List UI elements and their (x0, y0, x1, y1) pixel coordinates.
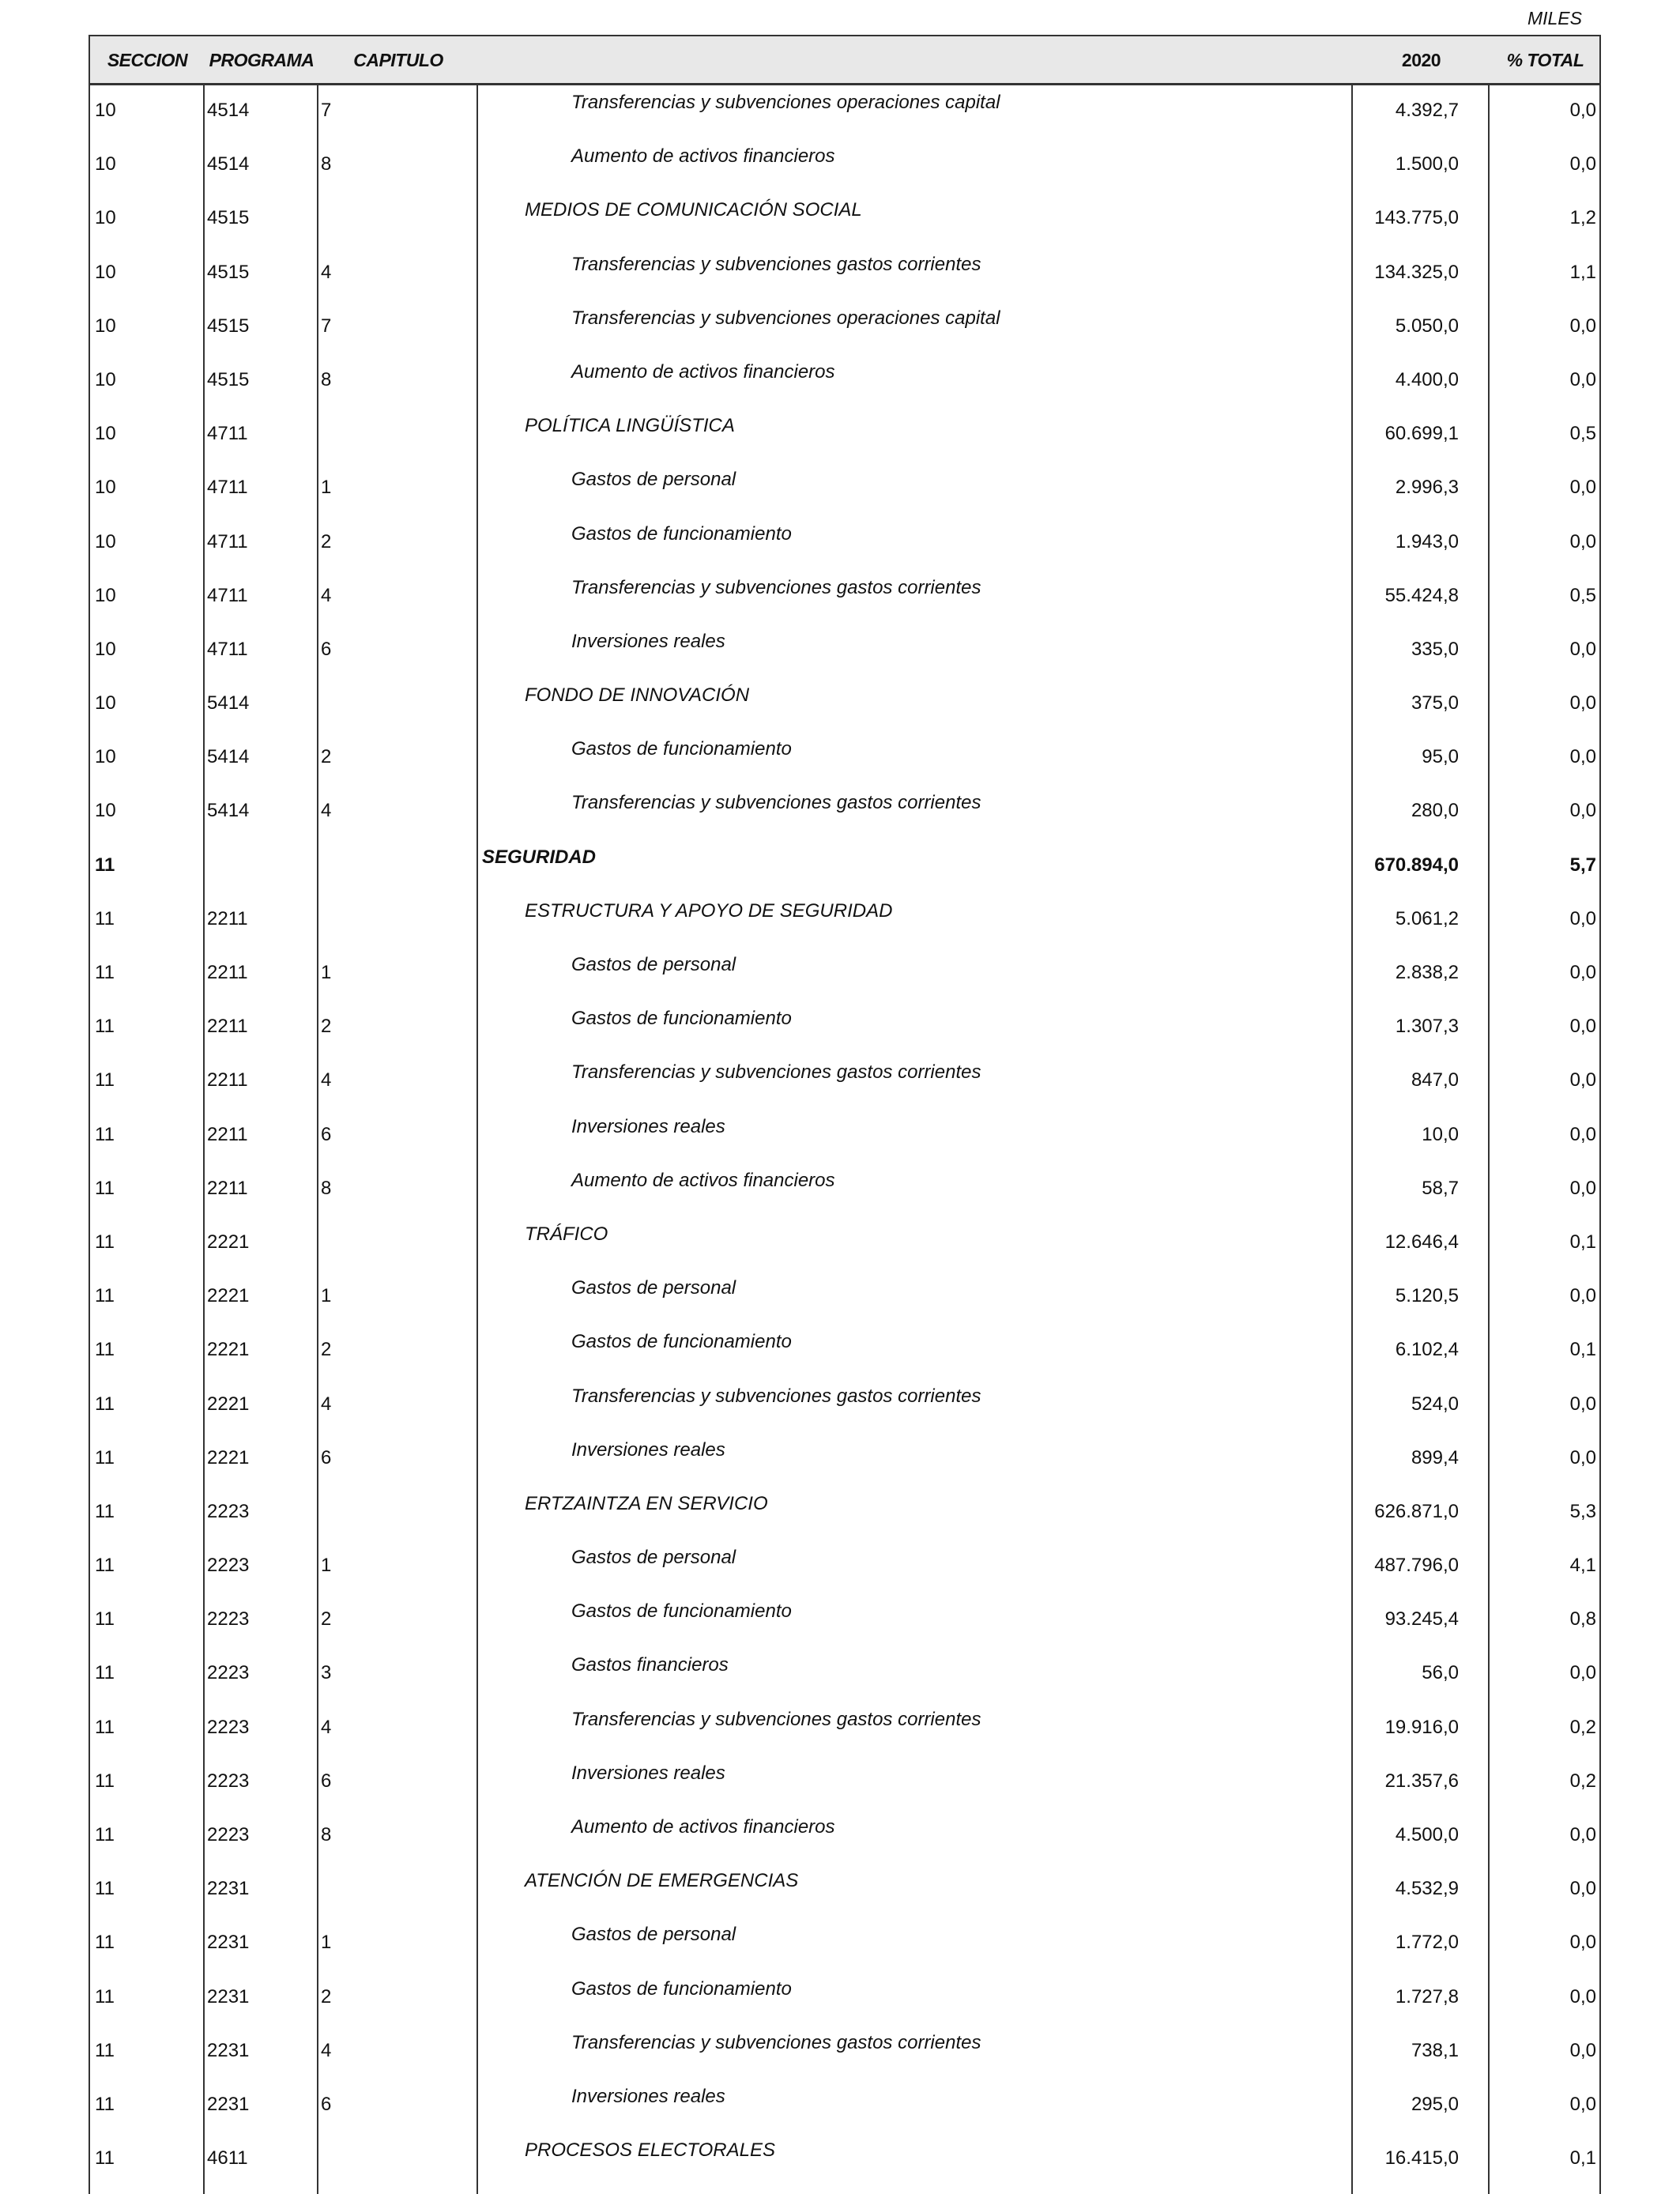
table-row (89, 1540, 1601, 1594)
capitulo-cell: 6 (321, 1123, 332, 1145)
programa-cell: 2231 (207, 1932, 250, 1954)
table-row (89, 409, 1601, 462)
seccion-cell: 11 (95, 854, 115, 876)
pct-total-cell: 0,0 (1569, 100, 1596, 121)
value-2020-cell: 55.424,8 (1384, 584, 1459, 606)
table-row (89, 247, 1601, 301)
description-cell: TRÁFICO (525, 1223, 608, 1245)
pct-total-cell: 0,0 (1569, 1985, 1596, 2007)
table-row (89, 2133, 1601, 2187)
capitulo-cell: 6 (321, 1446, 332, 1468)
capitulo-cell: 1 (321, 962, 332, 983)
value-2020-cell: 738,1 (1411, 2039, 1459, 2061)
description-cell: ATENCIÓN DE EMERGENCIAS (525, 1870, 799, 1892)
value-2020-cell: 1.943,0 (1395, 530, 1459, 552)
value-2020-cell: 6.102,4 (1395, 1339, 1459, 1361)
capitulo-cell: 1 (321, 1932, 332, 1954)
seccion-cell: 10 (95, 153, 116, 175)
programa-cell: 4711 (207, 584, 248, 606)
capitulo-cell: 6 (321, 1770, 332, 1792)
description-cell: Inversiones reales (571, 1762, 725, 1784)
programa-cell: 5414 (207, 692, 250, 714)
pct-total-cell: 0,0 (1569, 2093, 1596, 2115)
table-row (89, 678, 1601, 732)
programa-cell: 2211 (207, 1177, 248, 1199)
table-header (89, 35, 1601, 85)
pct-total-cell: 0,0 (1569, 1016, 1596, 1038)
value-2020-cell: 21.357,6 (1384, 1770, 1459, 1792)
pct-total-cell: 0,0 (1569, 1285, 1596, 1307)
capitulo-cell: 4 (321, 800, 332, 822)
programa-cell: 4515 (207, 368, 250, 390)
seccion-cell: 11 (95, 1177, 115, 1199)
pct-total-cell: 0,0 (1569, 1069, 1596, 1091)
description-cell: PROCESOS ELECTORALES (525, 2139, 775, 2162)
capitulo-cell: 4 (321, 584, 332, 606)
description-cell: Aumento de activos financieros (571, 360, 835, 383)
seccion-cell: 10 (95, 692, 116, 714)
programa-cell: 2221 (207, 1285, 250, 1307)
pct-total-cell: 0,0 (1569, 1662, 1596, 1684)
pct-total-cell: 0,5 (1569, 423, 1596, 445)
table-row (89, 462, 1601, 516)
pct-total-cell: 0,0 (1569, 530, 1596, 552)
programa-cell: 4711 (207, 530, 248, 552)
value-2020-cell: 1.500,0 (1395, 153, 1459, 175)
seccion-cell: 10 (95, 477, 116, 499)
capitulo-cell: 7 (321, 100, 332, 121)
seccion-cell: 11 (95, 1716, 115, 1738)
value-2020-cell: 12.646,4 (1384, 1231, 1459, 1253)
pct-total-cell: 0,0 (1569, 907, 1596, 929)
capitulo-cell: 4 (321, 1069, 332, 1091)
programa-cell: 2211 (207, 962, 248, 983)
programa-cell: 2231 (207, 2093, 250, 2115)
pct-total-cell: 0,2 (1569, 1716, 1596, 1738)
programa-cell: 2211 (207, 1016, 248, 1038)
header-capitulo: CAPITULO (353, 50, 443, 70)
header-seccion: SECCION (107, 50, 188, 70)
description-cell: Gastos de personal (571, 1547, 736, 1569)
table-row (89, 1594, 1601, 1648)
table-row (89, 301, 1601, 355)
capitulo-cell: 1 (321, 1555, 332, 1577)
capitulo-cell: 4 (321, 1716, 332, 1738)
table-row (89, 1110, 1601, 1163)
value-2020-cell: 670.894,0 (1374, 854, 1459, 876)
table-row (89, 786, 1601, 839)
programa-cell: 4515 (207, 315, 250, 337)
seccion-cell: 11 (95, 1446, 115, 1468)
capitulo-cell: 4 (321, 2039, 332, 2061)
seccion-cell: 11 (95, 1662, 115, 1684)
table-body (89, 85, 1601, 2187)
pct-total-cell: 1,1 (1569, 261, 1596, 283)
table-row (89, 571, 1601, 624)
description-cell: FONDO DE INNOVACIÓN (525, 684, 750, 707)
capitulo-cell: 4 (321, 261, 332, 283)
capitulo-cell: 8 (321, 153, 332, 175)
table-row (89, 732, 1601, 786)
programa-cell: 2221 (207, 1446, 250, 1468)
value-2020-cell: 19.916,0 (1384, 1716, 1459, 1738)
pct-total-cell: 0,0 (1569, 1932, 1596, 1954)
header-description (478, 36, 1353, 85)
seccion-cell: 11 (95, 2147, 115, 2169)
table-row (89, 1217, 1601, 1271)
table-row (89, 1702, 1601, 1756)
description-cell: Gastos financieros (571, 1654, 729, 1676)
seccion-cell: 10 (95, 315, 116, 337)
table-row (89, 1055, 1601, 1109)
seccion-cell: 11 (95, 1824, 115, 1845)
capitulo-cell: 3 (321, 1662, 332, 1684)
value-2020-cell: 5.061,2 (1395, 907, 1459, 929)
value-2020-cell: 1.727,8 (1395, 1985, 1459, 2007)
pct-total-cell: 0,0 (1569, 1177, 1596, 1199)
table-row (89, 1864, 1601, 1917)
seccion-cell: 10 (95, 423, 116, 445)
pct-total-cell: 0,1 (1569, 1231, 1596, 1253)
pct-total-cell: 0,0 (1569, 800, 1596, 822)
seccion-cell: 10 (95, 530, 116, 552)
description-cell: ERTZAINTZA EN SERVICIO (525, 1492, 768, 1514)
seccion-cell: 10 (95, 746, 116, 768)
pct-total-cell: 0,0 (1569, 153, 1596, 175)
seccion-cell: 11 (95, 1770, 115, 1792)
table-row (89, 1917, 1601, 1971)
capitulo-cell: 1 (321, 477, 332, 499)
seccion-cell: 11 (95, 1285, 115, 1307)
programa-cell: 2223 (207, 1555, 250, 1577)
capitulo-cell: 2 (321, 746, 332, 768)
description-cell: Inversiones reales (571, 2085, 725, 2107)
header-pct-total: % TOTAL (1506, 50, 1584, 70)
value-2020-cell: 626.871,0 (1374, 1500, 1459, 1522)
capitulo-cell: 6 (321, 2093, 332, 2115)
value-2020-cell: 847,0 (1411, 1069, 1459, 1091)
table-row (89, 193, 1601, 247)
description-cell: Inversiones reales (571, 1115, 725, 1137)
capitulo-cell: 8 (321, 1824, 332, 1845)
description-cell: Transferencias y subvenciones gastos corrientes (571, 253, 981, 275)
description-cell: Gastos de personal (571, 1277, 736, 1299)
description-cell: Gastos de personal (571, 954, 736, 975)
value-2020-cell: 56,0 (1422, 1662, 1459, 1684)
pct-total-cell: 0,0 (1569, 1123, 1596, 1145)
value-2020-cell: 4.532,9 (1395, 1878, 1459, 1900)
programa-cell: 5414 (207, 800, 250, 822)
table-row (89, 355, 1601, 409)
capitulo-cell: 8 (321, 368, 332, 390)
description-cell: Gastos de funcionamiento (571, 1008, 792, 1030)
seccion-cell: 10 (95, 638, 116, 660)
description-cell: Gastos de funcionamiento (571, 1331, 792, 1353)
table-row (89, 85, 1601, 139)
pct-total-cell: 4,1 (1569, 1555, 1596, 1577)
pct-total-cell: 1,2 (1569, 207, 1596, 229)
table-row (89, 1001, 1601, 1055)
description-cell: Gastos de funcionamiento (571, 1977, 792, 2000)
seccion-cell: 11 (95, 1069, 115, 1091)
description-cell: Aumento de activos financieros (571, 145, 835, 168)
capitulo-cell: 7 (321, 315, 332, 337)
programa-cell: 4711 (207, 423, 248, 445)
value-2020-cell: 375,0 (1411, 692, 1459, 714)
value-2020-cell: 524,0 (1411, 1393, 1459, 1415)
pct-total-cell: 0,1 (1569, 2147, 1596, 2169)
programa-cell: 2231 (207, 1985, 250, 2007)
pct-total-cell: 0,1 (1569, 1339, 1596, 1361)
value-2020-cell: 4.400,0 (1395, 368, 1459, 390)
description-cell: Gastos de funcionamiento (571, 522, 792, 545)
programa-cell: 2221 (207, 1231, 250, 1253)
value-2020-cell: 5.050,0 (1395, 315, 1459, 337)
capitulo-cell: 2 (321, 530, 332, 552)
programa-cell: 2223 (207, 1824, 250, 1845)
seccion-cell: 10 (95, 584, 116, 606)
programa-cell: 4515 (207, 207, 250, 229)
table-row (89, 840, 1601, 894)
seccion-cell: 11 (95, 1985, 115, 2007)
description-cell: ESTRUCTURA Y APOYO DE SEGURIDAD (525, 899, 893, 922)
description-cell: SEGURIDAD (482, 846, 597, 868)
seccion-cell: 11 (95, 1555, 115, 1577)
table-row (89, 1163, 1601, 1217)
seccion-cell: 11 (95, 1123, 115, 1145)
capitulo-cell: 2 (321, 1985, 332, 2007)
budget-table (89, 35, 1601, 2194)
capitulo-cell: 6 (321, 638, 332, 660)
pct-total-cell: 0,0 (1569, 1824, 1596, 1845)
seccion-cell: 10 (95, 800, 116, 822)
value-2020-cell: 2.838,2 (1395, 962, 1459, 983)
seccion-cell: 11 (95, 2093, 115, 2115)
programa-cell: 2231 (207, 2039, 250, 2061)
table-row (89, 1271, 1601, 1325)
value-2020-cell: 280,0 (1411, 800, 1459, 822)
capitulo-cell: 4 (321, 1393, 332, 1415)
seccion-cell: 11 (95, 1608, 115, 1630)
description-cell: MEDIOS DE COMUNICACIÓN SOCIAL (525, 199, 862, 221)
value-2020-cell: 60.699,1 (1384, 423, 1459, 445)
description-cell: Aumento de activos financieros (571, 1816, 835, 1838)
value-2020-cell: 1.772,0 (1395, 1932, 1459, 1954)
value-2020-cell: 1.307,3 (1395, 1016, 1459, 1038)
pct-total-cell: 0,0 (1569, 638, 1596, 660)
pct-total-cell: 0,8 (1569, 1608, 1596, 1630)
description-cell: Transferencias y subvenciones operaciones capital (571, 92, 1000, 113)
value-2020-cell: 899,4 (1411, 1446, 1459, 1468)
value-2020-cell: 4.392,7 (1395, 100, 1459, 121)
programa-cell: 2231 (207, 1878, 250, 1900)
table-row (89, 1648, 1601, 1702)
seccion-cell: 10 (95, 368, 116, 390)
pct-total-cell: 0,0 (1569, 1878, 1596, 1900)
table-row (89, 1433, 1601, 1487)
seccion-cell: 11 (95, 1393, 115, 1415)
description-cell: Inversiones reales (571, 630, 725, 652)
value-2020-cell: 335,0 (1411, 638, 1459, 660)
description-cell: Gastos de funcionamiento (571, 1600, 792, 1623)
pct-total-cell: 0,0 (1569, 368, 1596, 390)
value-2020-cell: 5.120,5 (1395, 1285, 1459, 1307)
pct-total-cell: 0,0 (1569, 2039, 1596, 2061)
pct-total-cell: 0,0 (1569, 477, 1596, 499)
programa-cell: 4514 (207, 153, 250, 175)
table-row (89, 1379, 1601, 1433)
programa-cell: 2211 (207, 907, 248, 929)
seccion-cell: 11 (95, 1339, 115, 1361)
seccion-cell: 11 (95, 962, 115, 983)
description-cell: Gastos de personal (571, 469, 736, 491)
programa-cell: 2221 (207, 1393, 250, 1415)
value-2020-cell: 58,7 (1422, 1177, 1459, 1199)
value-2020-cell: 143.775,0 (1374, 207, 1459, 229)
pct-total-cell: 0,0 (1569, 1446, 1596, 1468)
programa-cell: 2221 (207, 1339, 250, 1361)
seccion-cell: 11 (95, 1016, 115, 1038)
programa-cell: 4514 (207, 100, 250, 121)
pct-total-cell: 0,0 (1569, 1393, 1596, 1415)
table-row (89, 1487, 1601, 1540)
capitulo-cell: 2 (321, 1608, 332, 1630)
seccion-cell: 11 (95, 1878, 115, 1900)
header-programa: PROGRAMA (209, 50, 315, 70)
table-row (89, 1810, 1601, 1864)
programa-cell: 2223 (207, 1770, 250, 1792)
value-2020-cell: 16.415,0 (1384, 2147, 1459, 2169)
programa-cell: 2223 (207, 1608, 250, 1630)
pct-total-cell: 5,3 (1569, 1500, 1596, 1522)
capitulo-cell: 2 (321, 1339, 332, 1361)
value-2020-cell: 10,0 (1422, 1123, 1459, 1145)
table-row (89, 894, 1601, 948)
description-cell: Aumento de activos financieros (571, 1169, 835, 1191)
programa-cell: 2223 (207, 1716, 250, 1738)
programa-cell: 4711 (207, 477, 248, 499)
units-label: MILES (1527, 8, 1582, 28)
programa-cell: 2211 (207, 1069, 248, 1091)
programa-cell: 5414 (207, 746, 250, 768)
value-2020-cell: 295,0 (1411, 2093, 1459, 2115)
table-row (89, 624, 1601, 678)
description-cell: Inversiones reales (571, 1438, 725, 1461)
pct-total-cell: 0,2 (1569, 1770, 1596, 1792)
pct-total-cell: 0,0 (1569, 962, 1596, 983)
table-row (89, 2026, 1601, 2079)
pct-total-cell: 0,0 (1569, 315, 1596, 337)
seccion-cell: 10 (95, 261, 116, 283)
value-2020-cell: 487.796,0 (1374, 1555, 1459, 1577)
table-row (89, 1972, 1601, 2026)
table-row (89, 2079, 1601, 2133)
description-cell: Gastos de funcionamiento (571, 738, 792, 760)
seccion-cell: 11 (95, 907, 115, 929)
description-cell: Transferencias y subvenciones gastos corrientes (571, 1385, 981, 1407)
programa-cell: 4711 (207, 638, 248, 660)
capitulo-cell: 8 (321, 1177, 332, 1199)
seccion-cell: 10 (95, 207, 116, 229)
table-row (89, 139, 1601, 193)
description-cell: Transferencias y subvenciones gastos corrientes (571, 576, 981, 598)
value-2020-cell: 134.325,0 (1374, 261, 1459, 283)
pct-total-cell: 5,7 (1569, 854, 1596, 876)
pct-total-cell: 0,5 (1569, 584, 1596, 606)
seccion-cell: 10 (95, 100, 116, 121)
programa-cell: 2211 (207, 1123, 248, 1145)
seccion-cell: 11 (95, 1500, 115, 1522)
seccion-cell: 11 (95, 2039, 115, 2061)
table-row (89, 1325, 1601, 1378)
description-cell: Gastos de personal (571, 1924, 736, 1946)
programa-cell: 2223 (207, 1662, 250, 1684)
value-2020-cell: 4.500,0 (1395, 1824, 1459, 1845)
seccion-cell: 11 (95, 1231, 115, 1253)
programa-cell: 4515 (207, 261, 250, 283)
description-cell: Transferencias y subvenciones gastos corrientes (571, 2031, 981, 2053)
programa-cell: 4611 (207, 2147, 248, 2169)
table-row (89, 1756, 1601, 1810)
description-cell: POLÍTICA LINGÜÍSTICA (525, 415, 735, 437)
value-2020-cell: 2.996,3 (1395, 477, 1459, 499)
capitulo-cell: 1 (321, 1285, 332, 1307)
description-cell: Transferencias y subvenciones gastos corrientes (571, 792, 981, 814)
capitulo-cell: 2 (321, 1016, 332, 1038)
seccion-cell: 11 (95, 1932, 115, 1954)
pct-total-cell: 0,0 (1569, 692, 1596, 714)
value-2020-cell: 95,0 (1422, 746, 1459, 768)
table-row (89, 517, 1601, 571)
table-row (89, 948, 1601, 1001)
value-2020-cell: 93.245,4 (1384, 1608, 1459, 1630)
description-cell: Transferencias y subvenciones gastos corrientes (571, 1061, 981, 1084)
pct-total-cell: 0,0 (1569, 746, 1596, 768)
programa-cell: 2223 (207, 1500, 250, 1522)
description-cell: Transferencias y subvenciones operaciones capital (571, 307, 1000, 329)
header-year: 2020 (1401, 50, 1441, 70)
description-cell: Transferencias y subvenciones gastos corrientes (571, 1708, 981, 1730)
